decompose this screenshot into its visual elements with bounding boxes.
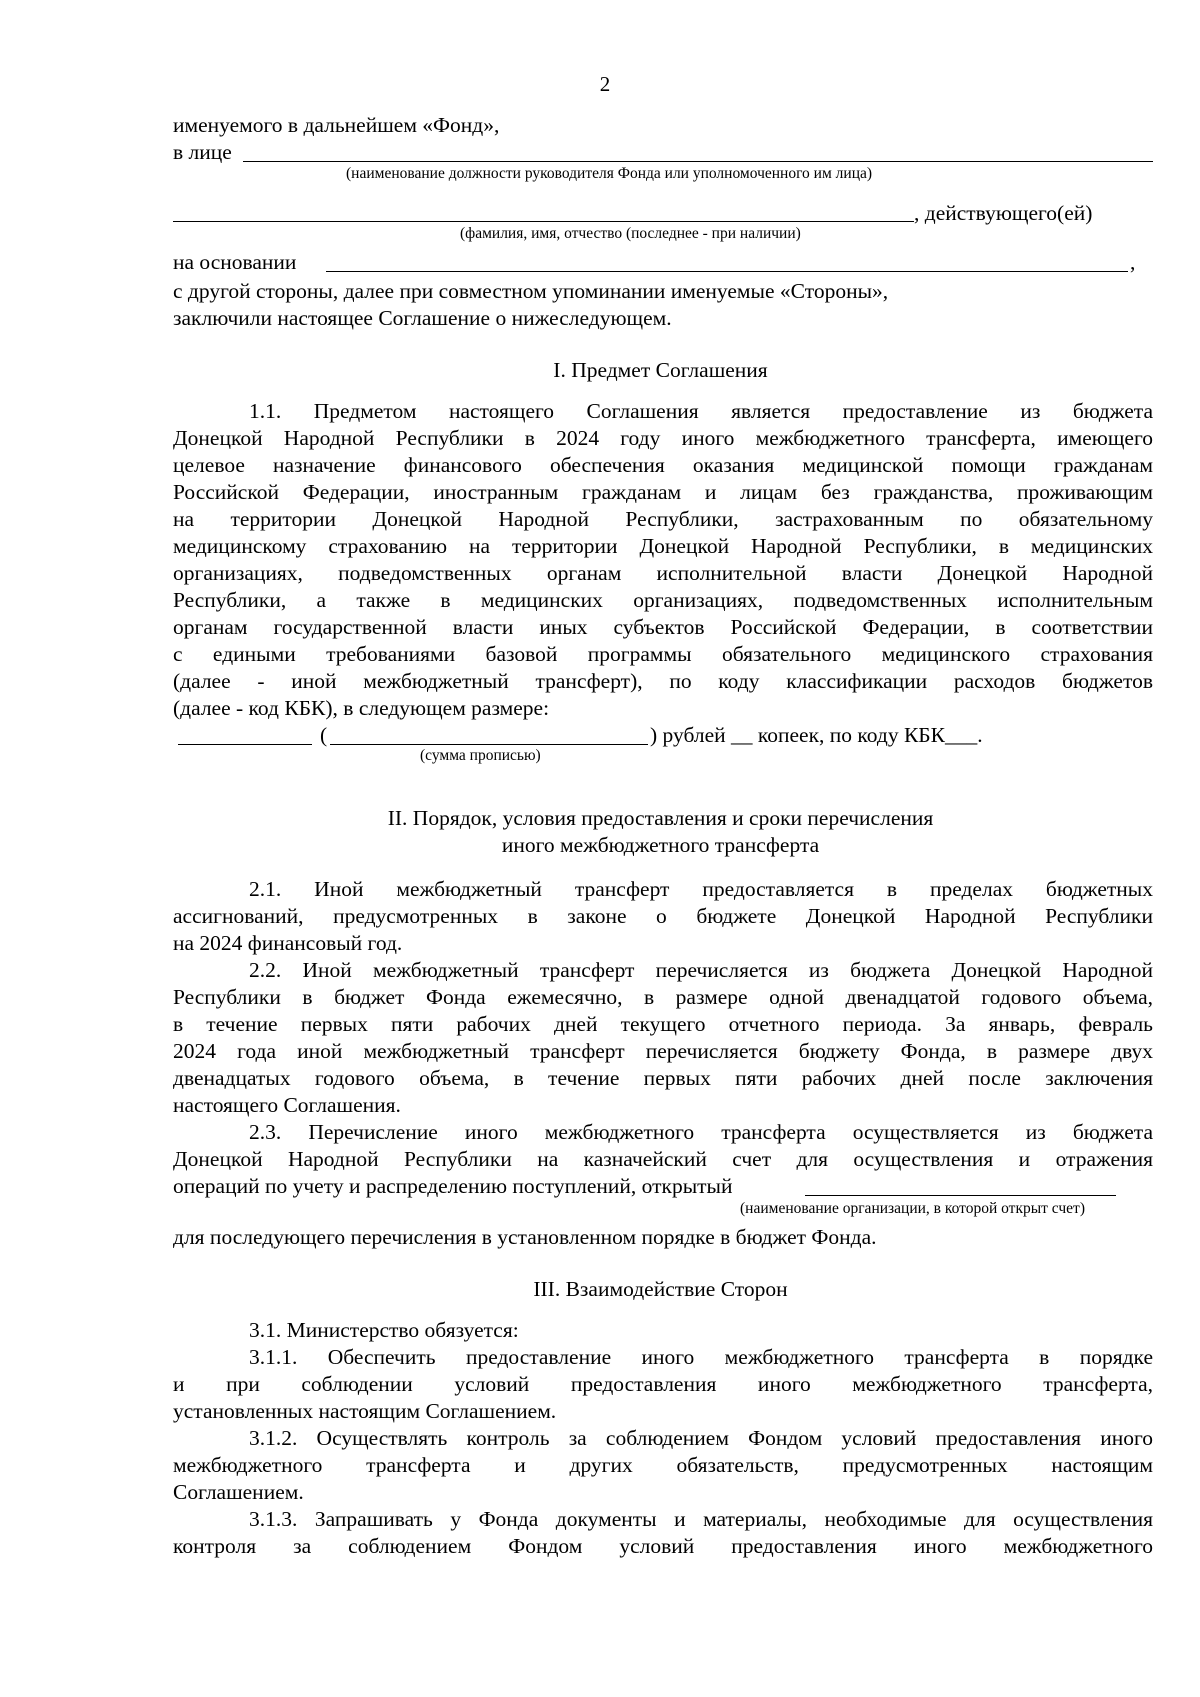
position-fill-line bbox=[243, 161, 1153, 162]
basis-fill-line bbox=[326, 271, 1128, 272]
paragraph-line: 2024 года иной межбюджетный трансферт перечисляется бюджету Фонда, в размере двух bbox=[173, 1039, 1153, 1063]
paragraph-line: (далее - иной межбюджетный трансферт), по коду классификации расходов бюджетов bbox=[173, 669, 1153, 693]
position-caption: (наименование должности руководителя Фонда или уполномоченного им лица) bbox=[346, 165, 873, 182]
account-opened-label: операций по учету и распределению поступлений, открытый bbox=[173, 1174, 733, 1198]
paragraph-line-last: для последующего перечисления в установленном порядке в бюджет Фонда. bbox=[173, 1225, 877, 1249]
intro-line-fund: именуемого в дальнейшем «Фонд», bbox=[173, 113, 500, 137]
organization-caption: (наименование организации, в которой открыт счет) bbox=[740, 1200, 1085, 1217]
amount-digits-fill-line bbox=[178, 744, 312, 745]
paragraph-line-last: установленных настоящим Соглашением. bbox=[173, 1399, 557, 1423]
section-3-heading: III. Взаимодействие Сторон bbox=[533, 1277, 788, 1301]
basis-comma: , bbox=[1130, 250, 1136, 274]
paragraph-line: контроля за соблюдением Фондом условий предоставления иного межбюджетного bbox=[173, 1534, 1153, 1558]
section-2-heading-line-2: иного межбюджетного трансферта bbox=[501, 833, 820, 857]
paragraph-line: 1.1. Предметом настоящего Соглашения является предоставление из бюджета bbox=[249, 399, 1153, 423]
amount-words-fill-line bbox=[330, 744, 648, 745]
paragraph-line: межбюджетного трансферта и других обязательств, предусмотренных настоящим bbox=[173, 1453, 1153, 1477]
paragraph-line: 2.2. Иной межбюджетный трансферт перечисляется из бюджета Донецкой Народной bbox=[249, 958, 1153, 982]
paragraph-line: и при соблюдении условий предоставления иного межбюджетного трансферта, bbox=[173, 1372, 1153, 1396]
full-name-fill-line bbox=[173, 221, 914, 222]
section-1-heading: I. Предмет Соглашения bbox=[553, 358, 768, 382]
paragraph-line: Республики, а также в медицинских организациях, подведомственных исполнительным bbox=[173, 588, 1153, 612]
paragraph-line-last: (далее - код КБК), в следующем размере: bbox=[173, 696, 550, 720]
concluded-line: заключили настоящее Соглашение о нижеследующем. bbox=[173, 306, 672, 330]
paragraph-line: 2.1. Иной межбюджетный трансферт предоставляется в пределах бюджетных bbox=[249, 877, 1153, 901]
paragraph-line-last: Соглашением. bbox=[173, 1480, 304, 1504]
paragraph-line: Российской Федерации, иностранным гражданам и лицам без гражданства, проживающим bbox=[173, 480, 1153, 504]
paragraph-line: медицинскому страхованию на территории Донецкой Народной Республики, в медицинских bbox=[173, 534, 1153, 558]
paragraph-line: организациях, подведомственных органам исполнительной власти Донецкой Народной bbox=[173, 561, 1153, 585]
paragraph-line: 3.1.1. Обеспечить предоставление иного межбюджетного трансферта в порядке bbox=[249, 1345, 1153, 1369]
paragraph-line: с едиными требованиями базовой программы обязательного медицинского страхования bbox=[173, 642, 1153, 666]
page-number: 2 bbox=[599, 72, 611, 96]
paragraph-line: 2.3. Перечисление иного межбюджетного трансферта осуществляется из бюджета bbox=[249, 1120, 1153, 1144]
paragraph-line: ассигнований, предусмотренных в законе о бюджете Донецкой Народной Республики bbox=[173, 904, 1153, 928]
paragraph-line: 3.1. Министерство обязуется: bbox=[249, 1318, 519, 1342]
section-2-heading-line-1: II. Порядок, условия предоставления и сроки перечисления bbox=[387, 806, 934, 830]
acting-suffix: , действующего(ей) bbox=[914, 201, 1093, 225]
paragraph-line: органам государственной власти иных субъектов Российской Федерации, в соответствии bbox=[173, 615, 1153, 639]
paragraph-line: Донецкой Народной Республики на казначейский счет для осуществления и отражения bbox=[173, 1147, 1153, 1171]
in-person-label: в лице bbox=[173, 140, 232, 164]
paragraph-line: 3.1.3. Запрашивать у Фонда документы и материалы, необходимые для осуществления bbox=[249, 1507, 1153, 1531]
paragraph-line: Донецкой Народной Республики в 2024 году иного межбюджетного трансферта, имеющего bbox=[173, 426, 1153, 450]
paragraph-line-last: на 2024 финансовый год. bbox=[173, 931, 403, 955]
basis-label: на основании bbox=[173, 250, 297, 274]
paragraph-line: целевое назначение финансового обеспечения оказания медицинской помощи гражданам bbox=[173, 453, 1153, 477]
paragraph-line: Республики в бюджет Фонда ежемесячно, в размере одной двенадцатой годового объема, bbox=[173, 985, 1153, 1009]
paragraph-line: двенадцатых годового объема, в течение первых пяти рабочих дней после заключения bbox=[173, 1066, 1153, 1090]
paragraph-line: 3.1.2. Осуществлять контроль за соблюдением Фондом условий предоставления иного bbox=[249, 1426, 1153, 1450]
paragraph-line: на территории Донецкой Народной Республики, застрахованным по обязательному bbox=[173, 507, 1153, 531]
paragraph-line-last: настоящего Соглашения. bbox=[173, 1093, 401, 1117]
other-side-line: с другой стороны, далее при совместном упоминании именуемые «Стороны», bbox=[173, 279, 889, 303]
amount-rest-text: ) рублей __ копеек, по коду КБК___. bbox=[650, 723, 983, 747]
amount-caption: (сумма прописью) bbox=[420, 747, 541, 764]
full-name-caption: (фамилия, имя, отчество (последнее - при наличии) bbox=[460, 225, 801, 242]
organization-fill-line bbox=[805, 1195, 1116, 1196]
amount-open-paren: ( bbox=[320, 723, 328, 747]
paragraph-line: в течение первых пяти рабочих дней текущего отчетного периода. За январь, февраль bbox=[173, 1012, 1153, 1036]
